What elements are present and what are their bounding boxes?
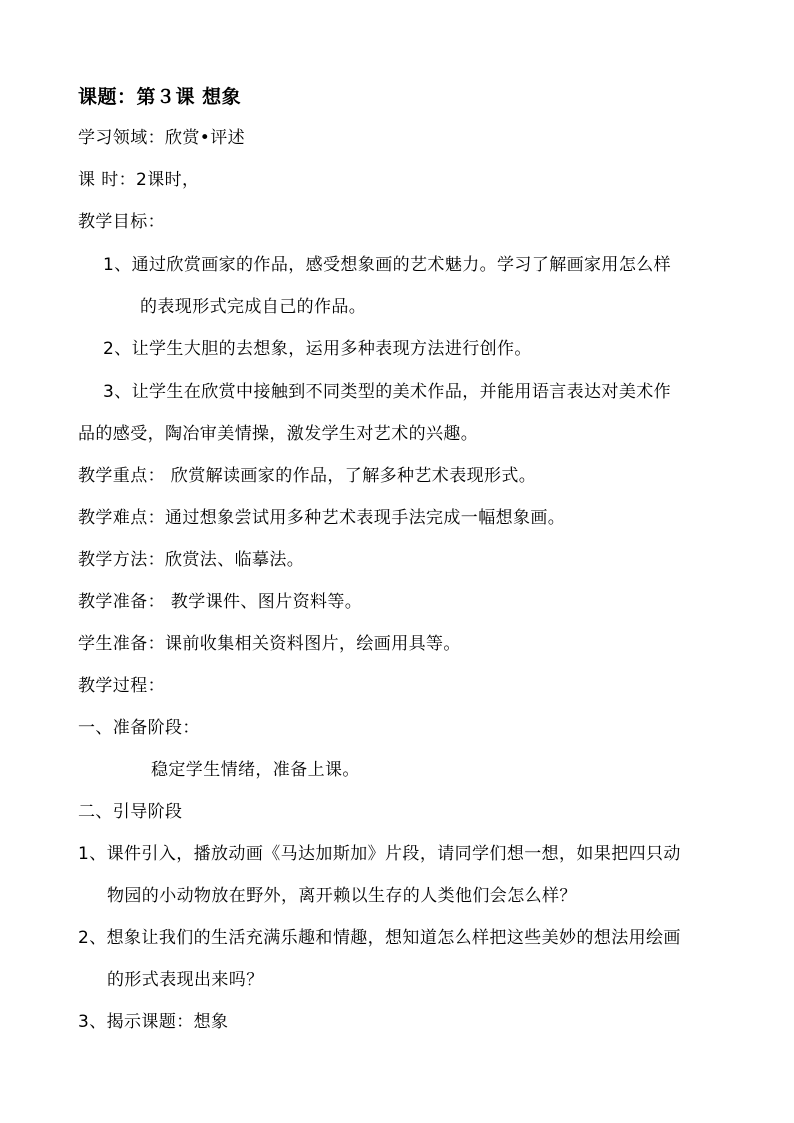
stage-2-item-2-line-2: 的形式表现出来吗？	[107, 970, 264, 990]
learning-field: 学习领域：欣赏•评述	[78, 128, 246, 148]
stage-2-item-1-line-1: 1、课件引入，播放动画《马达加斯加》片段，请同学们想一想，如果把四只动	[78, 844, 681, 864]
lesson-title: 课题：第３课 想象	[78, 86, 242, 108]
stage-1-text: 稳定学生情绪，准备上课。	[151, 760, 360, 780]
objective-1-line-1: 1、通过欣赏画家的作品，感受想象画的艺术魅力。学习了解画家用怎么样	[103, 255, 672, 275]
stage-2-heading: 二、引导阶段	[78, 802, 183, 822]
class-hours: 课 时：2课时，	[78, 170, 200, 190]
objective-3-line-1: 3、让学生在欣赏中接触到不同类型的美术作品，并能用语言表达对美术作	[103, 382, 672, 402]
stage-2-item-1-line-2: 物园的小动物放在野外，离开赖以生存的人类他们会怎么样？	[107, 886, 577, 906]
objective-1-line-2: 的表现形式完成自己的作品。	[140, 297, 367, 317]
stage-2-item-3: 3、揭示课题：想象	[78, 1012, 229, 1032]
objective-2: 2、让学生大胆的去想象，运用多种表现方法进行创作。	[103, 339, 532, 359]
student-preparation: 学生准备：课前收集相关资料图片，绘画用具等。	[78, 634, 461, 654]
teaching-method: 教学方法：欣赏法、临摹法。	[78, 550, 305, 570]
teacher-preparation: 教学准备： 教学课件、图片资料等。	[78, 592, 363, 612]
stage-1-heading: 一、准备阶段：	[78, 718, 200, 738]
process-heading: 教学过程：	[78, 676, 165, 696]
objective-3-line-2: 品的感受，陶冶审美情操，激发学生对艺术的兴趣。	[78, 424, 479, 444]
difficulty: 教学难点：通过想象尝试用多种艺术表现手法完成一幅想象画。	[78, 508, 566, 528]
stage-2-item-2-line-1: 2、想象让我们的生活充满乐趣和情趣，想知道怎么样把这些美妙的想法用绘画	[78, 928, 681, 948]
objectives-heading: 教学目标：	[78, 212, 165, 232]
key-point: 教学重点： 欣赏解读画家的作品，了解多种艺术表现形式。	[78, 466, 537, 486]
